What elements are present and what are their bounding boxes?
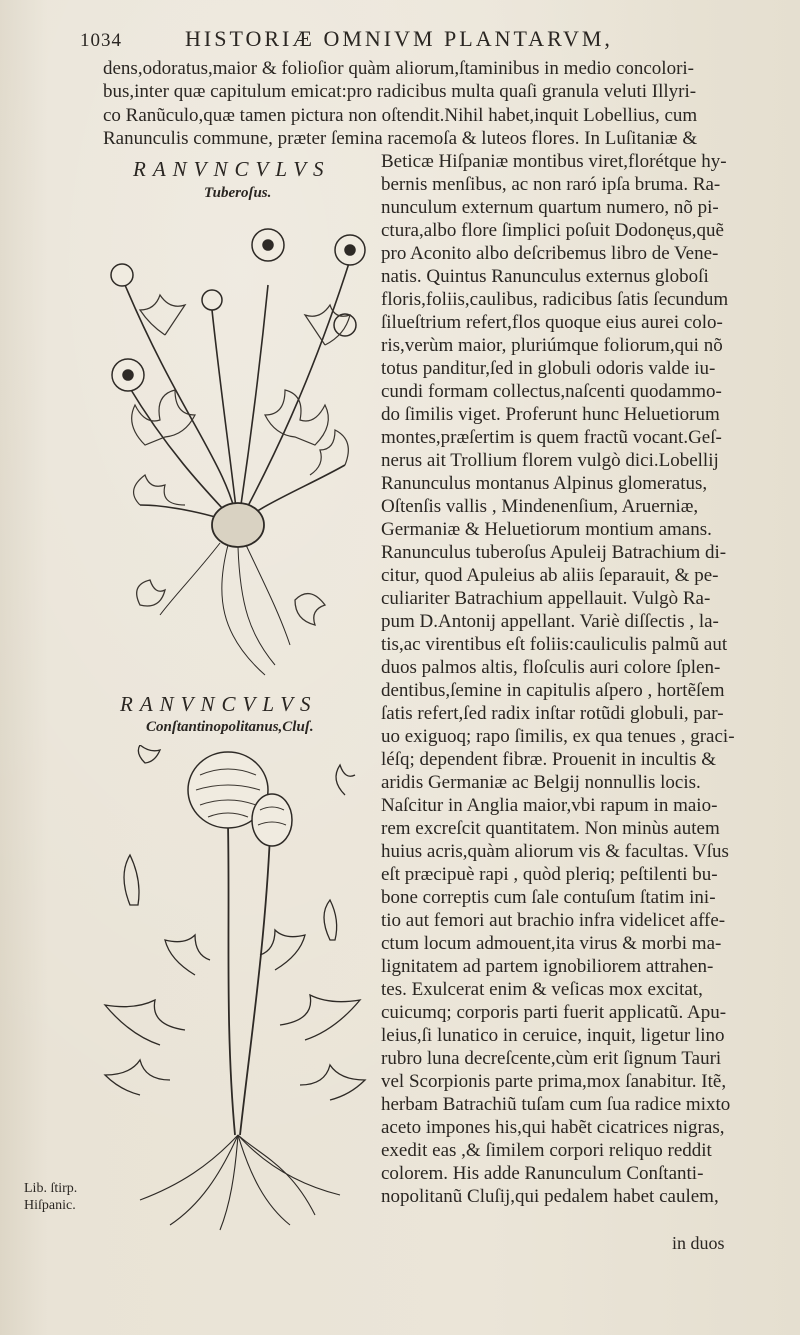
- text-line: ſatis refert,ſed radix inſtar rotũdi globuli, par-: [381, 703, 724, 724]
- text-line: aridis Germaniæ ac Belgij nonnullis locis.: [381, 772, 701, 793]
- text-line: nunculum externum quartum numero, nõ pi-: [381, 197, 719, 218]
- figure-title-ranunculus-constantinopolitanus: RANVNCVLVS: [120, 692, 318, 716]
- text-line: tis,ac virentibus eſt foliis:cauliculis palmũ aut: [381, 634, 728, 655]
- figure-title-ranunculus-tuberosus: RANVNCVLVS: [133, 157, 331, 181]
- text-line: vel Scorpionis parte prima,mox ſanabitur. Itẽ,: [381, 1071, 727, 1092]
- text-line: bernis menſibus, ac non raró ipſa bruma. Ra-: [381, 174, 721, 195]
- text-line: Naſcitur in Anglia maior,vbi rapum in maio-: [381, 795, 718, 816]
- text-line: uo exiguoq; rapo ſimilis, ex qua tenues , graci-: [381, 726, 735, 747]
- text-line: ſilueſtrium refert,flos quoque eius aurei colo-: [381, 312, 723, 333]
- running-header: [80, 26, 780, 56]
- text-line: ris,verùm maior, pluriúmque foliorum,qui nõ: [381, 335, 723, 356]
- text-line: floris,foliis,caulibus, radicibus ſatis ſecundum: [381, 289, 729, 310]
- woodcut-ranunculus-tuberosus: [100, 215, 370, 685]
- margin-note: [24, 1180, 77, 1214]
- text-line: huius acris,quàm aliorum vis & facultas. Vſus: [381, 841, 729, 862]
- text-line: montes,præſertim is quem fractũ vocant.Geſ-: [381, 427, 722, 448]
- text-line: tes. Exulcerat enim & veſicas mox excitat,: [381, 979, 703, 1000]
- catchword: in duos: [672, 1233, 725, 1253]
- margin-note-line: Lib. ſtirp.: [24, 1181, 78, 1196]
- text-line: do ſimilis viget. Proferunt hunc Heluetiorum: [381, 404, 720, 425]
- text-line: colorem. His adde Ranunculum Conſtanti-: [381, 1163, 704, 1184]
- text-line: Oſtenſis vallis , Mindenenſium, Aruerniæ,: [381, 496, 699, 517]
- running-title: HISTORIÆ OMNIVM PLANTARVM,: [185, 26, 613, 51]
- text-line: aceto impones his,qui habẽt cicatrices nigras,: [381, 1117, 725, 1138]
- text-line: Ranunculis commune, præter ſemina racemoſa & luteos flores. In Luſitaniæ &: [103, 128, 698, 149]
- text-line: pro Aconito albo deſcribemus libro de Vene-: [381, 243, 719, 264]
- text-line: dentibus,ſemine in capitulis aſpero , hortẽſem: [381, 680, 725, 701]
- text-line: co Ranũculo,quæ tamen pictura non oſtendit.Nihil habet,inquit Lobellius, cum: [103, 105, 698, 126]
- text-line: culiariter Batrachium appellauit. Vulgò Ra-: [381, 588, 711, 609]
- text-line: Ranunculus montanus Alpinus glomeratus,: [381, 473, 708, 494]
- text-line: tio aut femori aut brachio infra videlicet affe-: [381, 910, 726, 931]
- text-line: cundi formam collectus,naſcenti quodammo-: [381, 381, 722, 402]
- text-line: herbam Batrachiũ tuſam cum ſua radice mixto: [381, 1094, 731, 1115]
- text-line: Ranunculus tuberoſus Apuleij Batrachium di-: [381, 542, 727, 563]
- text-line: lignitatem ad partem ignobiliorem attrahen-: [381, 956, 714, 977]
- text-line: totus panditur,ſed in globuli odoris valde iu-: [381, 358, 716, 379]
- page-number: 1034: [80, 30, 122, 51]
- text-line: exedit eas ,& ſimilem corpori reliquo reddit: [381, 1140, 712, 1161]
- text-line: rem excreſcit quantitatem. Non minùs autem: [381, 818, 720, 839]
- text-line: pum D.Antonij appellant. Variè diſſectis , la-: [381, 611, 719, 632]
- text-line: natis. Quintus Ranunculus externus globoſi: [381, 266, 709, 287]
- text-line: bone correptis cum ſale contuſum ſtatim ini-: [381, 887, 716, 908]
- text-line: ctura,albo flore ſimplici poſuit Dodonęus,quẽ: [381, 220, 724, 241]
- text-line: eſt præcipuè rapi , quòd pleriq; peſtilenti bu-: [381, 864, 718, 885]
- text-line: ctum locum admouent,ita virus & morbi ma-: [381, 933, 722, 954]
- text-line: Germaniæ & Heluetiorum montium amans.: [381, 519, 712, 540]
- figure-subtitle-constantinopolitanus: Conſtantinopolitanus,Cluſ.: [146, 719, 314, 735]
- tuber-root: [212, 503, 264, 547]
- text-line: léſq; dependent fibræ. Prouenit in incultis &: [381, 749, 717, 770]
- woodcut-ranunculus-constantinopolitanus: [100, 745, 370, 1235]
- text-line: duos palmos altis, floſculis auri colore ſplen-: [381, 657, 721, 678]
- text-line: nopolitanũ Cluſij,qui pedalem habet caulem,: [381, 1186, 719, 1207]
- margin-note-line: Hiſpanic.: [24, 1198, 76, 1213]
- text-line: leius,ſi lunatico in ceruice, inquit, ligetur lino: [381, 1025, 725, 1046]
- text-line: bus,inter quæ capitulum emicat:pro radicibus multa quaſi granula veluti Illyri-: [103, 81, 697, 102]
- text-line: citur, quod Apuleius ab aliis ſeparauit, & pe-: [381, 565, 719, 586]
- text-line: dens,odoratus,maior & folioſior quàm aliorum,ſtaminibus in medio concolori-: [103, 58, 695, 79]
- figure-subtitle-tuberosus: Tuberoſus.: [204, 185, 272, 201]
- text-line: cuicumq; corporis parti fuerit applicatũ. Apu-: [381, 1002, 727, 1023]
- text-line: nerus ait Trollium florem vulgò dici.Lobellij: [381, 450, 719, 471]
- text-line: Beticæ Hiſpaniæ montibus viret,florétque hy-: [381, 151, 727, 172]
- text-line: rubro luna decreſcente,cùm erit ſignum Tauri: [381, 1048, 722, 1069]
